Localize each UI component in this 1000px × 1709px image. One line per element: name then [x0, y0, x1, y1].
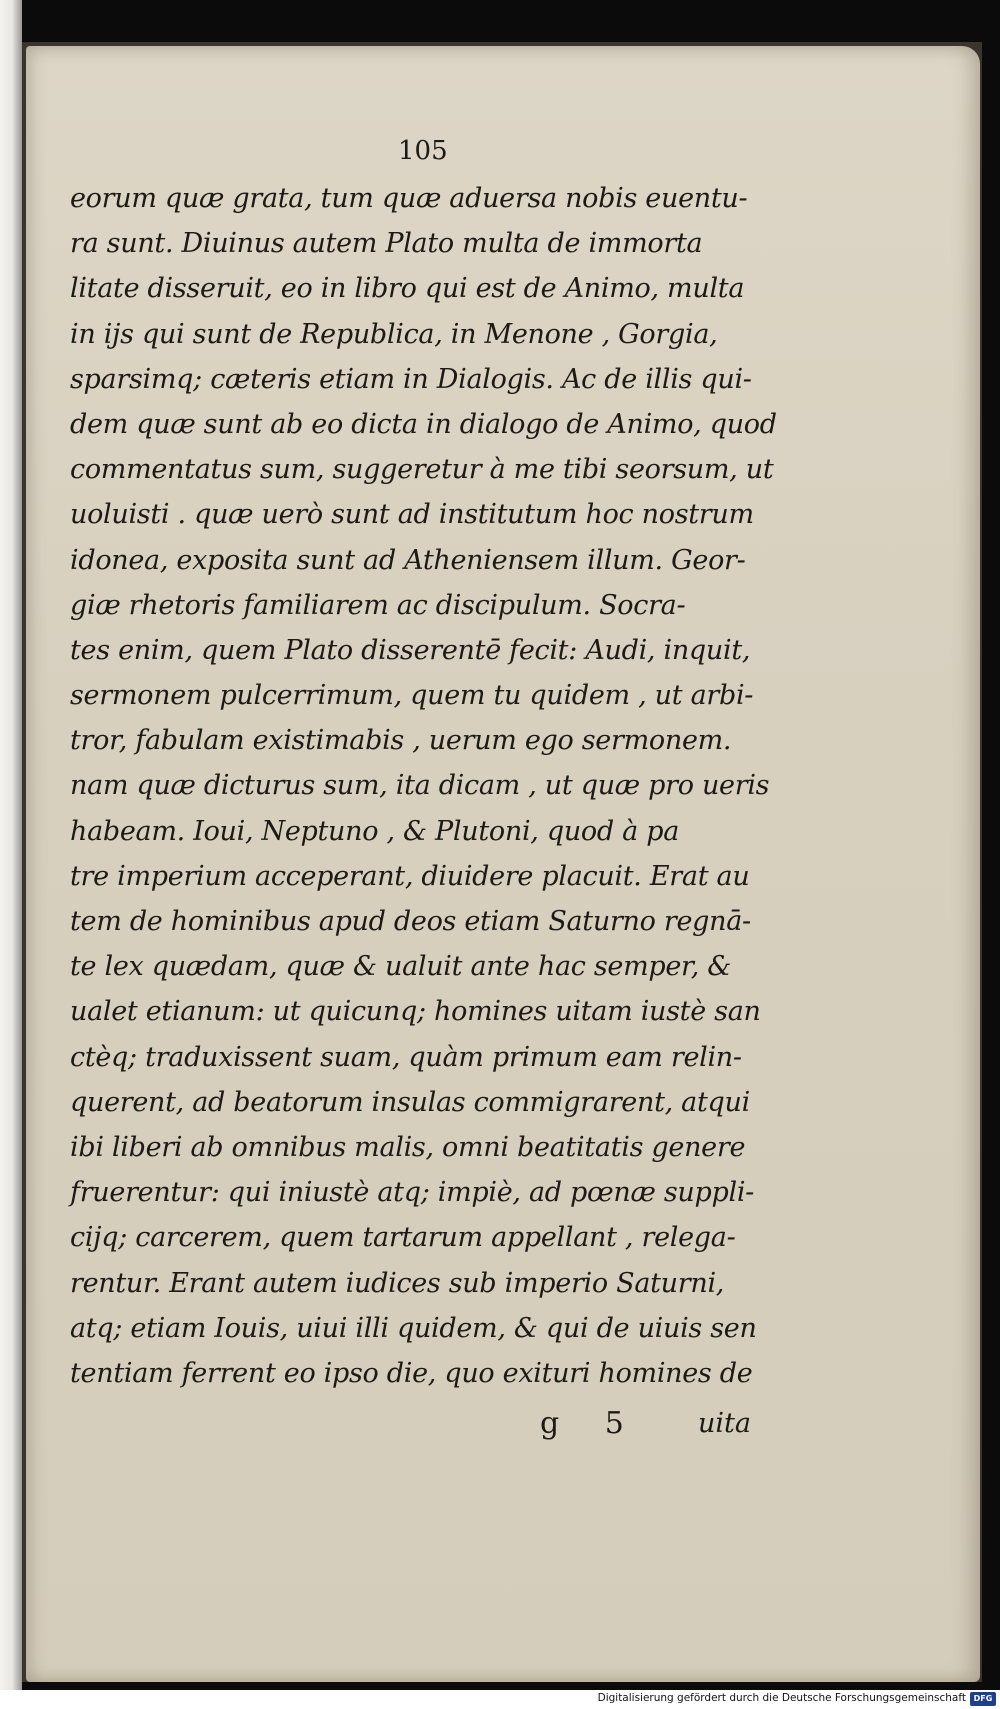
text-line: litate disseruit, eo in libro qui est de Animo, multa — [70, 273, 745, 305]
text-line: in ijs qui sunt de Republica, in Menone , Gorgia, — [70, 318, 718, 350]
text-line: ctèq; traduxissent suam, quàm primum eam relin- — [70, 1041, 742, 1073]
page-body-text — [70, 176, 777, 1396]
dfg-logo-icon: DFG — [970, 1692, 996, 1706]
text-line: habeam. Ioui, Neptuno , & Plutoni, quod à pa — [70, 815, 680, 847]
text-line: sermonem pulcerrimum, quem tu quidem , ut arbi- — [70, 680, 754, 712]
text-line: sparsimq; cæteris etiam in Dialogis. Ac de illis qui- — [70, 363, 752, 395]
text-line: tem de hominibus apud deos etiam Saturno regnā- — [70, 906, 751, 937]
page-number: 105 — [398, 136, 448, 166]
text-line: ibi liberi ab omnibus malis, omni beatitatis genere — [70, 1131, 746, 1163]
text-line: cijq; carcerem, quem tartarum appellant , relega- — [70, 1222, 736, 1254]
signature-mark: g 5 — [540, 1406, 642, 1441]
text-line: atq; etiam Iouis, uiui illi quidem, & qui de uiuis sen — [70, 1312, 757, 1344]
footer-bar — [0, 1690, 1000, 1709]
adjacent-page-edge — [0, 0, 22, 1709]
text-line: idonea, exposita sunt ad Atheniensem illum. Geor- — [70, 544, 746, 576]
text-line: tror, fabulam existimabis , uerum ego sermonem. — [70, 725, 732, 757]
text-line: commentatus sum, suggeretur à me tibi seorsum, ut — [70, 454, 774, 486]
text-line: ra sunt. Diuinus autem Plato multa de immorta — [70, 228, 703, 260]
catchword: uita — [698, 1408, 751, 1439]
text-line: tre imperium acceperant, diuidere placuit. Erat au — [70, 860, 750, 892]
text-line: giæ rhetoris familiarem ac discipulum. Socra- — [70, 589, 686, 621]
text-line: nam quæ dicturus sum, ita dicam , ut quæ pro ueris — [70, 770, 770, 802]
text-line: ualet etianum: ut quicunq; homines uitam iustè san — [70, 996, 761, 1028]
text-line: tes enim, quem Plato disserentē fecit: Audi, inquit, — [70, 634, 751, 666]
funding-credit: Digitalisierung gefördert durch die Deutsche Forschungsgemeinschaft — [597, 1692, 966, 1704]
text-line: querent, ad beatorum insulas commigrarent, atqui — [70, 1086, 750, 1118]
text-line: uoluisti . quæ uerò sunt ad institutum hoc nostrum — [70, 499, 754, 531]
text-line: fruerentur: qui iniustè atq; impiè, ad pœnæ suppli- — [70, 1177, 754, 1209]
text-line: tentiam ferrent eo ipso die, quo exituri homines de — [70, 1357, 753, 1389]
text-line: dem quæ sunt ab eo dicta in dialogo de Animo, quod — [70, 408, 777, 440]
text-line: rentur. Erant autem iudices sub imperio Saturni, — [70, 1267, 725, 1299]
text-line: te lex quædam, quæ & ualuit ante hac semper, & — [70, 951, 731, 983]
text-line: eorum quæ grata, tum quæ aduersa nobis euentu- — [70, 183, 748, 214]
